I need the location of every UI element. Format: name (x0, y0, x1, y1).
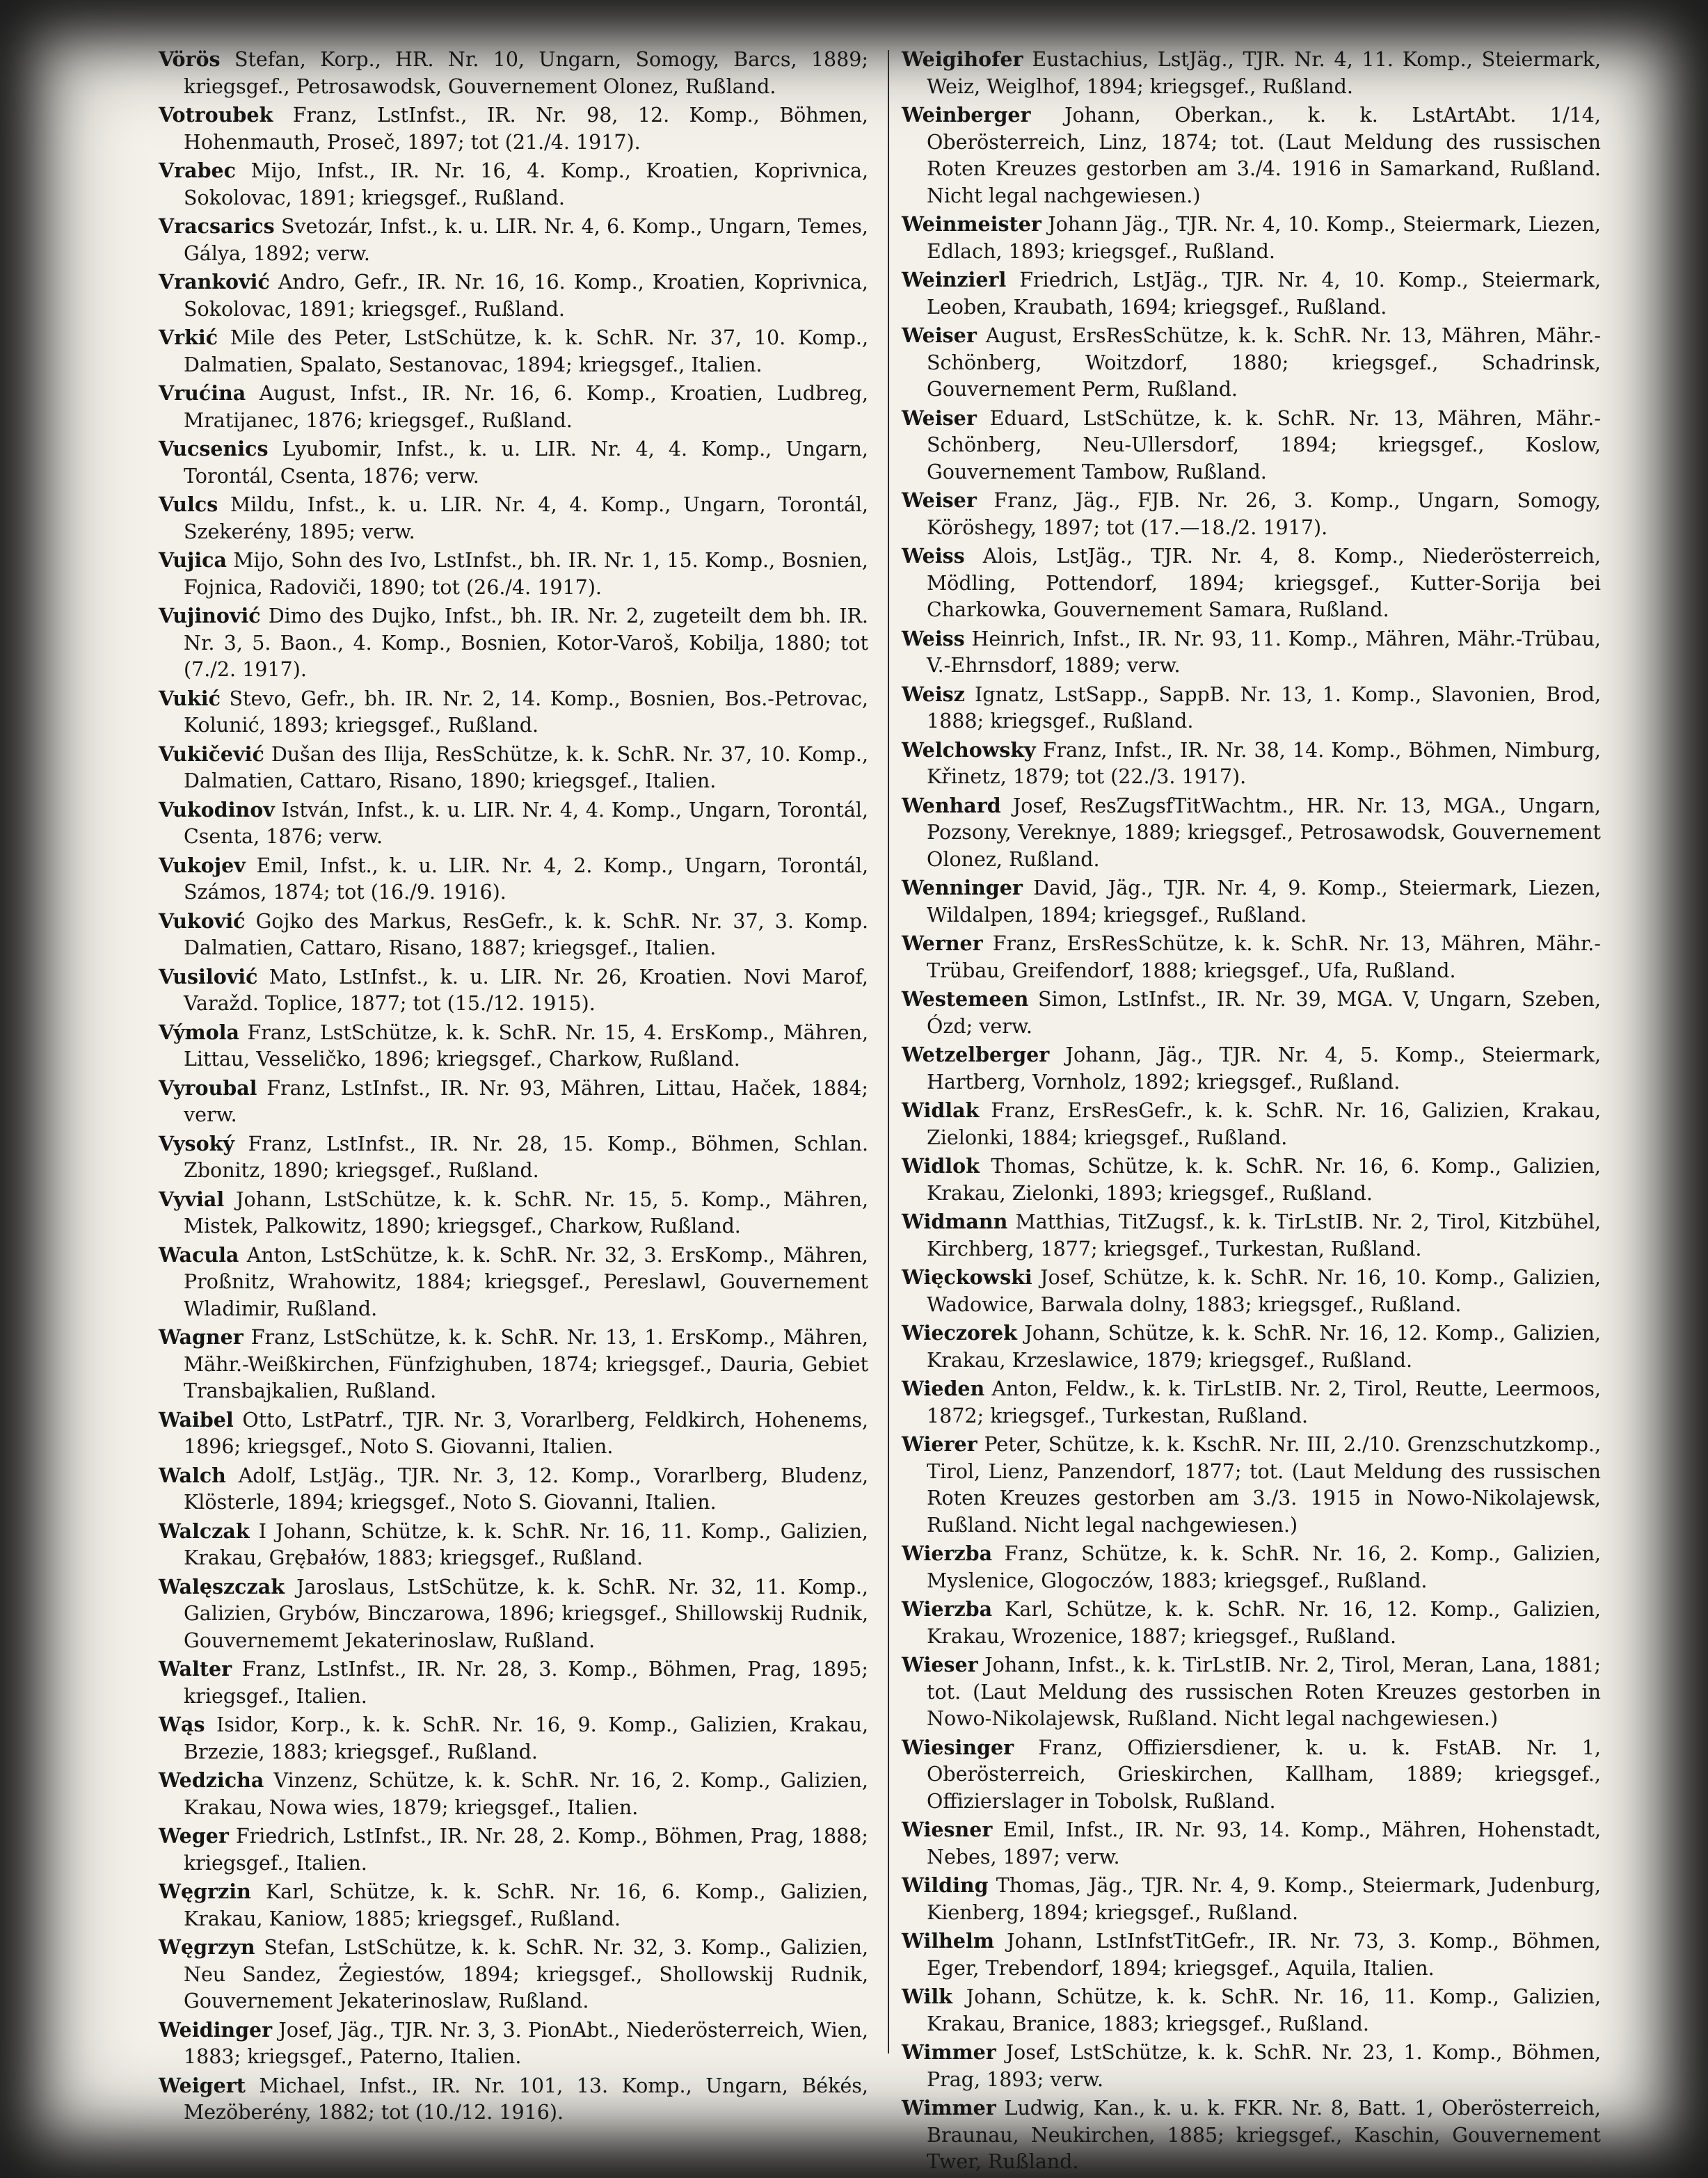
entry-surname: Wenninger (902, 876, 1023, 899)
casualty-entry (159, 2017, 868, 2071)
entry-surname: Vukodinov (159, 797, 275, 822)
entry-details: Anton, LstSchütze, k. k. SchR. Nr. 32, 3. ErsKomp., Mähren, Proßnitz, Wrahowitz, 1884; kriegsgef., Pereslawl, Gouvernement Wladimir, Rußland. (184, 1243, 868, 1320)
casualty-entry (159, 1767, 868, 1821)
entry-surname: Vulcs (159, 493, 218, 516)
entry-surname: Welchowsky (902, 737, 1036, 762)
entry-surname: Weiser (902, 406, 977, 430)
casualty-entry (159, 1711, 868, 1765)
entry-details: Franz, ErsResSchütze, k. k. SchR. Nr. 13, Mähren, Mähr.-Trübau, Greifendorf, 1888; kriegsgef., Ufa, Rußland. (927, 932, 1601, 982)
entry-surname: Wimmer (902, 2040, 996, 2064)
casualty-entry (902, 874, 1601, 929)
entry-details: Svetozár, Infst., k. u. LIR. Nr. 4, 6. Komp., Ungarn, Temes, Gálya, 1892; verw. (184, 215, 868, 265)
casualty-entry (902, 1041, 1601, 1096)
entry-surname: Weiser (902, 323, 977, 347)
casualty-entry (902, 792, 1601, 874)
casualty-entry (902, 737, 1601, 791)
entry-surname: Wiesner (902, 1818, 993, 1841)
casualty-entry (159, 1823, 868, 1877)
left-column (159, 46, 868, 2128)
entry-details: Otto, LstPatrf., TJR. Nr. 3, Vorarlberg, Feldkirch, Hohenems, 1896; kriegsgef., Noto S. Giovanni, Italien. (184, 1408, 869, 1458)
entry-details: Emil, Infst., IR. Nr. 93, 14. Komp., Mähren, Hohenstadt, Nebes, 1897; verw. (927, 1818, 1601, 1868)
entry-surname: Wąs (159, 1713, 205, 1736)
casualty-entry (902, 2095, 1601, 2176)
casualty-entry (159, 852, 868, 906)
entry-surname: Vyroubal (159, 1075, 257, 1100)
casualty-entry (902, 266, 1601, 321)
entry-surname: Vrkić (159, 326, 218, 349)
entry-surname: Widlak (902, 1098, 980, 1122)
entry-details: Mato, LstInfst., k. u. LIR. Nr. 26, Kroatien. Novi Marof, Varažd. Toplice, 1877; tot (15./12. 1915). (184, 965, 868, 1015)
entry-surname: Weger (159, 1824, 229, 1848)
casualty-entry (159, 213, 868, 267)
entry-details: Franz, LstInfst., IR. Nr. 98, 12. Komp., Böhmen, Hohenmauth, Proseč, 1897; tot (21./4. 1917). (184, 104, 868, 154)
entry-details: Josef, LstSchütze, k. k. SchR. Nr. 23, 1. Komp., Böhmen, Prag, 1893; verw. (927, 2041, 1601, 2091)
entry-details: Johann, Schütze, k. k. SchR. Nr. 16, 12. Komp., Galizien, Krakau, Krzeslawice, 1879; kriegsgef., Rußland. (927, 1322, 1601, 1372)
casualty-entry (159, 1186, 868, 1240)
entry-details: Johann, Schütze, k. k. SchR. Nr. 16, 11. Komp., Galizien, Krakau, Branice, 1883; kriegsgef., Rußland. (927, 1985, 1602, 2035)
entry-details: Thomas, Schütze, k. k. SchR. Nr. 16, 6. Komp., Galizien, Krakau, Zielonki, 1893; kriegsgef., Rußland. (927, 1155, 1601, 1205)
entry-details: Lyubomir, Infst., k. u. LIR. Nr. 4, 4. Komp., Ungarn, Torontál, Csenta, 1876; verw. (184, 438, 868, 488)
casualty-entry (902, 1320, 1601, 1374)
casualty-entry (159, 491, 868, 545)
entry-surname: Vörös (159, 47, 221, 71)
entry-details: Michael, Infst., IR. Nr. 101, 13. Komp., Ungarn, Békés, Mezöberény, 1882; tot (10./12. 1916). (184, 2074, 868, 2124)
casualty-entry (159, 435, 868, 490)
entry-surname: Weigert (159, 2073, 246, 2097)
entry-surname: Vucsenics (159, 437, 269, 461)
casualty-entry (159, 1934, 868, 2015)
entry-surname: Walęszczak (159, 1574, 285, 1599)
casualty-entry (159, 1407, 868, 1461)
entry-details: Johann, LstSchütze, k. k. SchR. Nr. 15, 5. Komp., Mähren, Mistek, Palkowitz, 1890; kriegsgef., Charkow, Rußland. (184, 1187, 869, 1238)
entry-surname: Weisz (902, 682, 965, 706)
entry-details: Stevo, Gefr., bh. IR. Nr. 2, 14. Komp., Bosnien, Bos.-Petrovac, Kolunić, 1893; kriegsgef., Rußland. (184, 687, 868, 737)
casualty-entry (159, 1878, 868, 1932)
entry-details: Franz, Offiziersdiener, k. u. k. FstAB. Nr. 1, Oberösterreich, Grieskirchen, Kallham, 1889; kriegsgef., Offizierslager in Tobolsk, Rußland. (927, 1736, 1601, 1813)
casualty-entry (902, 102, 1601, 209)
entry-details: Jaroslaus, LstSchütze, k. k. SchR. Nr. 32, 11. Komp., Galizien, Grybów, Binczarowa, 1896; kriegsgef., Shillowskij Rudnik, Gouvernememt Jekaterinoslaw, Rußland. (184, 1575, 868, 1652)
entry-surname: Wierer (902, 1432, 977, 1456)
entry-surname: Votroubek (159, 103, 273, 127)
entry-surname: Westemeen (902, 987, 1029, 1011)
casualty-entry (159, 685, 868, 739)
entry-surname: Węgrzyn (159, 1935, 255, 1959)
entry-surname: Wimmer (902, 2096, 996, 2120)
entry-details: Karl, Schütze, k. k. SchR. Nr. 16, 12. Komp., Galizien, Krakau, Wrozenice, 1887; kriegsgef., Rußland. (927, 1598, 1601, 1648)
casualty-entry (902, 1816, 1601, 1871)
entry-surname: Wenhard (902, 793, 1001, 817)
entry-surname: Więckowski (902, 1265, 1032, 1289)
column-divider (888, 50, 889, 2053)
entry-surname: Weinzierl (902, 268, 1007, 291)
entry-details: Adolf, LstJäg., TJR. Nr. 3, 12. Komp., Vorarlberg, Bludenz, Klösterle, 1894; kriegsgef., Noto S. Giovanni, Italien. (184, 1464, 868, 1514)
entry-surname: Wagner (159, 1325, 244, 1349)
casualty-entry (159, 1130, 868, 1185)
entry-details: Dušan des Ilija, ResSchütze, k. k. SchR. Nr. 37, 10. Komp., Dalmatien, Cattaro, Risano, 1890; kriegsgef., Italien. (184, 742, 869, 792)
casualty-entry (902, 1983, 1601, 2037)
entry-details: Vinzenz, Schütze, k. k. SchR. Nr. 16, 2. Komp., Galizien, Krakau, Nowa wies, 1879; kriegsgef., Italien. (184, 1769, 868, 1819)
entry-surname: Walter (159, 1657, 232, 1681)
entry-details: I Johann, Schütze, k. k. SchR. Nr. 16, 11. Komp., Galizien, Krakau, Grębałów, 1883; kriegsgef., Rußland. (184, 1519, 868, 1569)
entry-details: Franz, ErsResGefr., k. k. SchR. Nr. 16, Galizien, Krakau, Zielonki, 1884; kriegsgef., Rußland. (927, 1099, 1601, 1149)
entry-details: Mijo, Infst., IR. Nr. 16, 4. Komp., Kroatien, Koprivnica, Sokolovac, 1891; kriegsgef., Rußland. (184, 159, 869, 209)
casualty-entry (902, 46, 1601, 100)
entry-details: István, Infst., k. u. LIR. Nr. 4, 4. Komp., Ungarn, Torontál, Csenta, 1876; verw. (184, 798, 868, 848)
casualty-entry (159, 46, 868, 100)
entry-surname: Wiesinger (902, 1735, 1014, 1759)
entry-details: August, ErsResSchütze, k. k. SchR. Nr. 13, Mähren, Mähr.-Schönberg, Woitzdorf, 1880; kriegsgef., Schadrinsk, Gouvernement Perm, Rußland. (927, 324, 1602, 401)
entry-surname: Weinberger (902, 103, 1031, 127)
entry-details: Anton, Feldw., k. k. TirLstIB. Nr. 2, Tirol, Reutte, Leermoos, 1872; kriegsgef., Turkestan, Rußland. (927, 1377, 1601, 1427)
entry-surname: Wierzba (902, 1597, 993, 1621)
casualty-entry (159, 1462, 868, 1516)
entry-details: August, Infst., IR. Nr. 16, 6. Komp., Kroatien, Ludbreg, Mratijanec, 1876; kriegsgef., Rußland. (184, 382, 869, 432)
casualty-entry (159, 1324, 868, 1405)
entry-details: Andro, Gefr., IR. Nr. 16, 16. Komp., Kroatien, Koprivnica, Sokolovac, 1891; kriegsgef., Rußland. (184, 271, 868, 321)
casualty-entry (159, 547, 868, 601)
entry-surname: Walczak (159, 1519, 250, 1543)
entry-details: Mile des Peter, LstSchütze, k. k. SchR. Nr. 37, 10. Komp., Dalmatien, Spalato, Sestanovac, 1894; kriegsgef., Italien. (184, 326, 869, 376)
casualty-entry (159, 796, 868, 851)
entry-surname: Vuković (159, 908, 246, 933)
entry-details: Franz, LstSchütze, k. k. SchR. Nr. 15, 4. ErsKomp., Mähren, Littau, Vesseličko, 1896; kriegsgef., Charkow, Rußland. (184, 1020, 869, 1071)
casualty-entry (159, 380, 868, 434)
entry-details: Franz, LstInfst., IR. Nr. 93, Mähren, Littau, Haček, 1884; verw. (184, 1076, 869, 1126)
entry-surname: Vyvial (159, 1187, 225, 1211)
casualty-entry (902, 1264, 1601, 1318)
entry-surname: Weiss (902, 626, 965, 650)
entry-details: Franz, Infst., IR. Nr. 38, 14. Komp., Böhmen, Nimburg, Křinetz, 1879; tot (22./3. 1917). (927, 738, 1601, 788)
entry-details: Franz, Jäg., FJB. Nr. 26, 3. Komp., Ungarn, Somogy, Köröshegy, 1897; tot (17.—18./2. 1917). (927, 489, 1601, 539)
casualty-entry (902, 930, 1601, 984)
casualty-entry (902, 1431, 1601, 1539)
entry-details: Mildu, Infst., k. u. LIR. Nr. 4, 4. Komp., Ungarn, Torontál, Szekerény, 1895; verw. (184, 493, 868, 543)
casualty-entry (902, 681, 1601, 735)
casualty-entry (159, 157, 868, 211)
casualty-entry (902, 405, 1601, 486)
entry-details: Alois, LstJäg., TJR. Nr. 4, 8. Komp., Niederösterreich, Mödling, Pottendorf, 1894; kriegsgef., Kutter-Sorija bei Charkowka, Gouvernement Samara, Rußland. (927, 545, 1601, 621)
entry-surname: Vujinović (159, 604, 261, 627)
entry-surname: Weiser (902, 488, 977, 512)
entry-surname: Weinmeister (902, 212, 1041, 236)
casualty-entry (159, 1075, 868, 1129)
entry-details: Emil, Infst., k. u. LIR. Nr. 4, 2. Komp., Ungarn, Torontál, Számos, 1874; tot (16./9. 1916). (184, 854, 868, 904)
entry-details: Johann Jäg., TJR. Nr. 4, 10. Komp., Steiermark, Liezen, Edlach, 1893; kriegsgef., Rußland. (927, 213, 1601, 263)
casualty-entry (902, 1375, 1601, 1430)
entry-details: Mijo, Sohn des Ivo, LstInfst., bh. IR. Nr. 1, 15. Komp., Bosnien, Fojnica, Radoviči, 1890; tot (26./4. 1917). (184, 549, 868, 599)
entry-details: Franz, LstInfst., IR. Nr. 28, 15. Komp., Böhmen, Schlan. Zbonitz, 1890; kriegsgef., Rußland. (184, 1132, 868, 1182)
entry-surname: Weiss (902, 544, 965, 568)
casualty-entry (902, 1651, 1601, 1733)
entry-surname: Vukić (159, 686, 221, 710)
casualty-entry (902, 1872, 1601, 1926)
entry-details: Ludwig, Kan., k. u. k. FKR. Nr. 8, Batt. 1, Oberösterreich, Braunau, Neukirchen, 1885; kriegsgef., Kaschin, Gouvernement Twer, Rußland. (927, 2097, 1601, 2173)
entry-surname: Vrabec (159, 159, 237, 182)
casualty-entry (902, 211, 1601, 265)
entry-surname: Vranković (159, 270, 270, 294)
entry-surname: Vujica (159, 548, 227, 572)
entry-details: Thomas, Jäg., TJR. Nr. 4, 9. Komp., Steiermark, Judenburg, Kienberg, 1894; kriegsgef., Rußland. (927, 1874, 1601, 1924)
entry-details: Stefan, LstSchütze, k. k. SchR. Nr. 32, 3. Komp., Galizien, Neu Sandez, Żegiestów, 1894; kriegsgef., Shollowskij Rudnik, Gouvernement Jekaterinoslaw, Rußland. (184, 1936, 869, 2012)
entry-surname: Wilhelm (902, 1929, 994, 1953)
entry-details: Ignatz, LstSapp., SappB. Nr. 13, 1. Komp., Slavonien, Brod, 1888; kriegsgef., Rußland. (927, 682, 1602, 732)
entry-details: David, Jäg., TJR. Nr. 4, 9. Komp., Steiermark, Liezen, Wildalpen, 1894; kriegsgef., Rußland. (927, 876, 1601, 927)
casualty-entry (902, 322, 1601, 403)
casualty-entry (902, 1208, 1601, 1263)
entry-surname: Widlok (902, 1154, 980, 1178)
casualty-entry (902, 1153, 1601, 1207)
entry-surname: Wetzelberger (902, 1043, 1050, 1066)
casualty-entry (902, 1596, 1601, 1650)
right-column (902, 46, 1601, 2177)
casualty-entry (159, 1574, 868, 1655)
casualty-entry (902, 625, 1601, 680)
entry-surname: Węgrzin (159, 1880, 251, 1903)
entry-details: Franz, LstInfst., IR. Nr. 28, 3. Komp., Böhmen, Prag, 1895; kriegsgef., Italien. (184, 1658, 869, 1708)
entry-details: Franz, LstSchütze, k. k. SchR. Nr. 13, 1. ErsKomp., Mähren, Mähr.-Weißkirchen, Fünfzighuben, 1874; kriegsgef., Dauria, Gebiet Transbajkalien, Rußland. (184, 1326, 868, 1402)
entry-details: Simon, LstInfst., IR. Nr. 39, MGA. V, Ungarn, Szeben, Ózd; verw. (927, 988, 1602, 1038)
entry-surname: Walch (159, 1463, 226, 1487)
entry-details: Gojko des Markus, ResGefr., k. k. SchR. Nr. 37, 3. Komp. Dalmatien, Cattaro, Risano, 1887; kriegsgef., Italien. (184, 909, 868, 959)
casualty-entry (159, 1656, 868, 1710)
entry-details: Stefan, Korp., HR. Nr. 10, Ungarn, Somogy, Barcs, 1889; kriegsgef., Petrosawodsk, Gouvernement Olonez, Rußland. (184, 48, 868, 98)
casualty-entry (159, 1242, 868, 1323)
entry-surname: Wilk (902, 1985, 952, 2008)
entry-details: Johann, Infst., k. k. TirLstIB. Nr. 2, Tirol, Meran, Lana, 1881; tot. (Laut Meldung des russischen Roten Kreuzes gestorben in Nowo-Nikolajewsk, Rußland. Nicht legal nachgewiesen.) (927, 1653, 1601, 1730)
entry-surname: Vukičević (159, 742, 264, 766)
entry-details: Josef, Jäg., TJR. Nr. 3, 3. PionAbt., Niederösterreich, Wien, 1883; kriegsgef., Paterno, Italien. (184, 2018, 869, 2068)
entry-details: Johann, LstInfstTitGefr., IR. Nr. 73, 3. Komp., Böhmen, Eger, Trebendorf, 1894; kriegsgef., Aquila, Italien. (927, 1930, 1601, 1980)
entry-surname: Waibel (159, 1407, 234, 1432)
casualty-entry (902, 487, 1601, 541)
entry-details: Heinrich, Infst., IR. Nr. 93, 11. Komp., Mähren, Mähr.-Trübau, V.-Ehrnsdorf, 1889; verw. (927, 627, 1601, 677)
casualty-entry (902, 1540, 1601, 1594)
casualty-entry (159, 102, 868, 156)
entry-details: Dimo des Dujko, Infst., bh. IR. Nr. 2, zugeteilt dem bh. IR. Nr. 3, 5. Baon., 4. Komp., Bosnien, Kotor-Varoš, Kobilja, 1880; tot (7./2. 1917). (184, 604, 868, 681)
entry-details: Josef, Schütze, k. k. SchR. Nr. 16, 10. Komp., Galizien, Wadowice, Barwala dolny, 1883; kriegsgef., Rußland. (927, 1266, 1601, 1316)
entry-surname: Wedzicha (159, 1768, 264, 1792)
casualty-entry (902, 2039, 1601, 2093)
entry-details: Eustachius, LstJäg., TJR. Nr. 4, 11. Komp., Steiermark, Weiz, Weiglhof, 1894; kriegsgef., Rußland. (927, 48, 1602, 98)
entry-surname: Wierzba (902, 1542, 993, 1565)
casualty-entry (159, 741, 868, 795)
entry-details: Franz, Schütze, k. k. SchR. Nr. 16, 2. Komp., Galizien, Myslenice, Glogoczów, 1883; kriegsgef., Rußland. (927, 1542, 1601, 1592)
entry-details: Friedrich, LstInfst., IR. Nr. 28, 2. Komp., Böhmen, Prag, 1888; kriegsgef., Italien. (184, 1825, 868, 1875)
entry-details: Johann, Oberkan., k. k. LstArtAbt. 1/14, Oberösterreich, Linz, 1874; tot. (Laut Meldung des russischen Roten Kreuzes gestorben am 3./4. 1916 in Samarkand, Rußland. Nicht legal nachgewiesen.) (927, 104, 1601, 207)
entry-surname: Wieser (902, 1653, 978, 1676)
entry-details: Peter, Schütze, k. k. KschR. Nr. III, 2./10. Grenzschutzkomp., Tirol, Lienz, Panzendorf, 1877; tot. (Laut Meldung des russischen Roten Kreuzes gestorben am 3./3. 1915 in Nowo-Nikolajewsk, Rußland. Nicht legal nachgewiesen.) (927, 1433, 1602, 1537)
casualty-entry (159, 963, 868, 1018)
entry-surname: Wilding (902, 1873, 989, 1897)
entry-surname: Vracsarics (159, 214, 275, 238)
entry-details: Friedrich, LstJäg., TJR. Nr. 4, 10. Komp., Steiermark, Leoben, Kraubath, 1694; kriegsgef., Rußland. (927, 269, 1602, 319)
entry-surname: Werner (902, 931, 983, 955)
casualty-entry (902, 1097, 1601, 1151)
entry-surname: Vusilović (159, 964, 258, 988)
casualty-entry (902, 1928, 1601, 1982)
entry-details: Johann, Jäg., TJR. Nr. 4, 5. Komp., Steiermark, Hartberg, Vornholz, 1892; kriegsgef., Rußland. (927, 1043, 1601, 1094)
casualty-entry (159, 1518, 868, 1572)
entry-details: Isidor, Korp., k. k. SchR. Nr. 16, 9. Komp., Galizien, Krakau, Brzezie, 1883; kriegsgef., Rußland. (184, 1713, 868, 1763)
entry-surname: Widmann (902, 1210, 1008, 1233)
entry-surname: Výmola (159, 1020, 239, 1044)
entry-surname: Vrućina (159, 381, 246, 405)
entry-details: Matthias, TitZugsf., k. k. TirLstIB. Nr. 2, Tirol, Kitzbühel, Kirchberg, 1877; kriegsgef., Turkestan, Rußland. (927, 1210, 1602, 1260)
entry-details: Eduard, LstSchütze, k. k. SchR. Nr. 13, Mähren, Mähr.-Schönberg, Neu-Ullersdorf, 1894; kriegsgef., Koslow, Gouvernement Tambow, Rußland. (927, 406, 1601, 483)
casualty-entry (159, 324, 868, 378)
casualty-entry (159, 1019, 868, 1073)
entry-details: Karl, Schütze, k. k. SchR. Nr. 16, 6. Komp., Galizien, Krakau, Kaniow, 1885; kriegsgef., Rußland. (184, 1880, 869, 1930)
entry-surname: Weigihofer (902, 47, 1023, 71)
casualty-entry (159, 908, 868, 962)
casualty-entry (902, 1734, 1601, 1816)
entry-surname: Wacula (159, 1242, 239, 1267)
entry-surname: Vysoký (159, 1131, 234, 1155)
entry-surname: Wieden (902, 1377, 985, 1400)
casualty-entry (902, 543, 1601, 624)
entry-surname: Vukojev (159, 853, 246, 877)
casualty-entry (902, 986, 1601, 1040)
entry-details: Josef, ResZugsfTitWachtm., HR. Nr. 13, MGA., Ungarn, Pozsony, Vereknye, 1889; kriegsgef., Petrosawodsk, Gouvernement Olonez, Rußland. (927, 794, 1601, 871)
entry-surname: Wieczorek (902, 1321, 1017, 1345)
casualty-entry (159, 2072, 868, 2127)
casualty-entry (159, 269, 868, 323)
entry-surname: Weidinger (159, 2017, 273, 2042)
casualty-entry (159, 602, 868, 684)
